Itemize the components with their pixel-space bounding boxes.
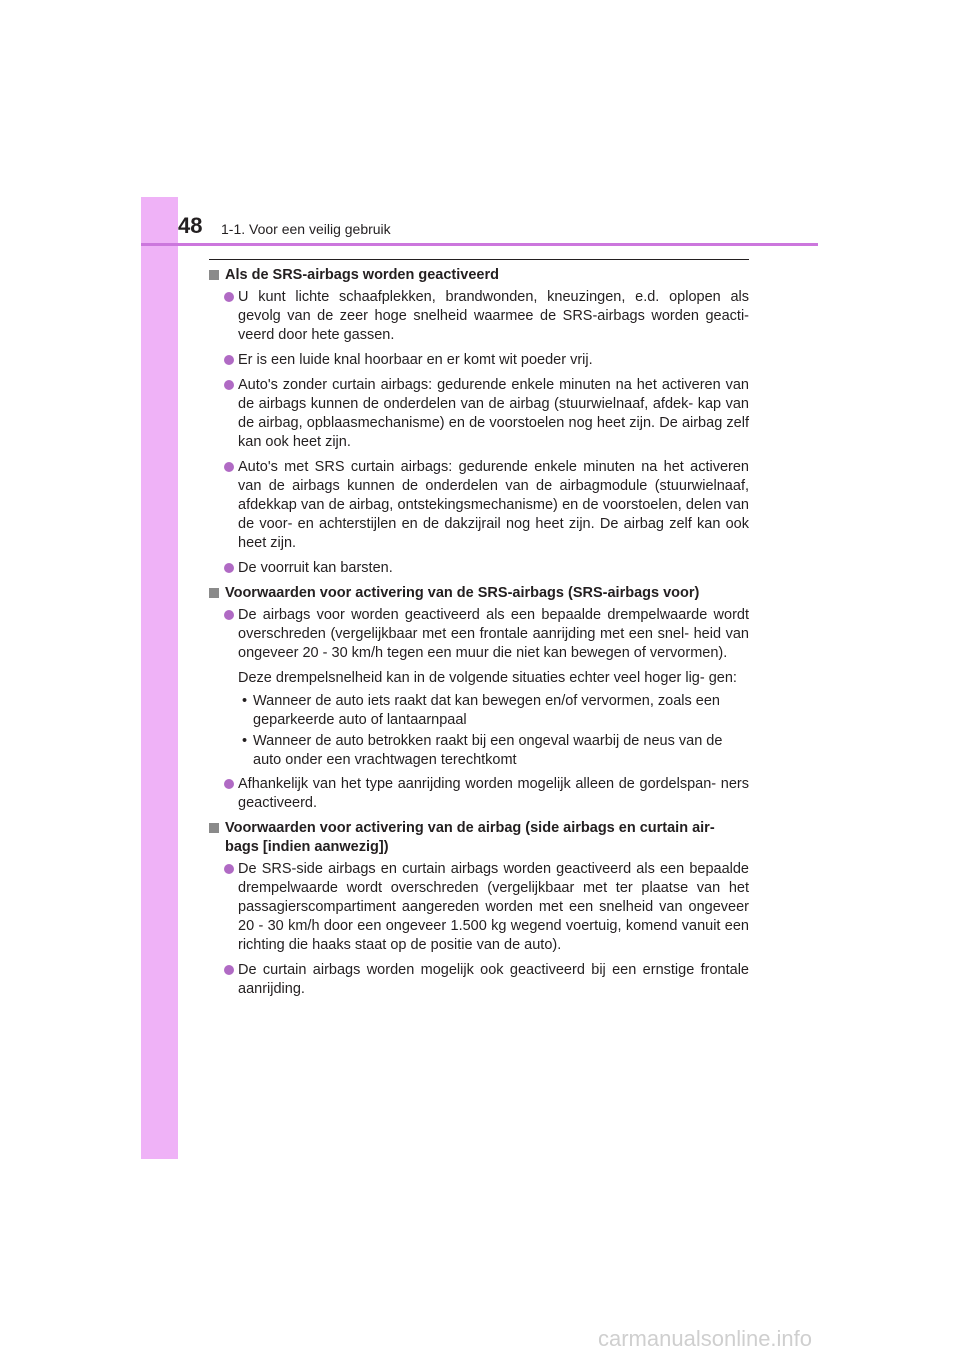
list-item (209, 458, 749, 553)
content-divider (209, 259, 749, 260)
sub-list-item-text: Wanneer de auto betrokken raakt bij een ongeval waarbij de neus van de auto onder een vrachtwagen terechtkomt (253, 733, 723, 768)
list-item-text: De curtain airbags worden mogelijk ook geactiveerd bij een ernstige frontale aanrijding. (238, 962, 749, 997)
sub-bullet-marker: • (242, 693, 248, 709)
heading-text: Voorwaarden voor activering van de SRS-airbags (SRS-airbags voor) (225, 585, 700, 601)
dot-bullet-icon (224, 610, 234, 620)
list-item (209, 860, 749, 955)
list-item-text: Afhankelijk van het type aanrijding worden mogelijk alleen de gordelspan- ners geactiveerd. (238, 776, 749, 811)
list-item-text: De SRS-side airbags en curtain airbags worden geactiveerd als een bepaalde drempelwaarde wordt overschreden (vergelijkbaar met ter plaatse van het passagierscompartiment aangereden worden met een snelheid van ongeveer 20 - 30 km/h door een ongeveer 1.500 kg wegend voertuig, komend vanuit een richting die haaks staat op de positie van de auto). (238, 861, 749, 953)
dot-bullet-icon (224, 965, 234, 975)
list-item-text: De airbags voor worden geactiveerd als een bepaalde drempelwaarde wordt overschreden (vergelijkbaar met een frontale aanrijding met een snel- heid van ongeveer 20 - 30 km/h tegen een muur die niet kan bewegen of vervormen). (238, 607, 749, 661)
watermark: carmanualsonline.info (598, 1326, 813, 1351)
square-bullet-icon (209, 823, 219, 833)
list-item (209, 376, 749, 452)
sub-list-item-text: Wanneer de auto iets raakt dat kan bewegen en/of vervormen, zoals een geparkeerde auto of lantaarnpaal (253, 693, 720, 728)
heading-text: Voorwaarden voor activering van de airbag (side airbags en curtain air- bags [indien aanwezig]) (225, 820, 715, 855)
section-title: 1-1. Voor een veilig gebruik (221, 221, 391, 237)
sub-list-item (209, 692, 749, 730)
list-item-text: Auto's met SRS curtain airbags: gedurende enkele minuten na het activeren van de airbags kunnen de onderdelen van de airbagmodule (stuurwielnaaf, afdekkap van de airbag, ontstekingsmechanisme) en de voorstoelen, delen van de voor- en achterstijlen en de dakzijrail nog heet zijn. De airbag zelf kan ook heet zijn. (238, 459, 749, 551)
list-item-text: De voorruit kan barsten. (238, 560, 393, 576)
section-heading (209, 584, 749, 603)
list-item (209, 559, 749, 578)
dot-bullet-icon (224, 355, 234, 365)
dot-bullet-icon (224, 563, 234, 573)
sub-list-item (209, 732, 749, 770)
dot-bullet-icon (224, 864, 234, 874)
dot-bullet-icon (224, 292, 234, 302)
dot-bullet-icon (224, 380, 234, 390)
square-bullet-icon (209, 588, 219, 598)
list-item (209, 288, 749, 345)
section-heading (209, 266, 749, 285)
section-heading (209, 819, 749, 857)
header-rule (141, 243, 818, 246)
paragraph: Deze drempelsnelheid kan in de volgende situaties echter veel hoger lig- gen: (238, 670, 737, 686)
sub-bullet-marker: • (242, 733, 248, 749)
page-number: 48 (178, 213, 203, 238)
dot-bullet-icon (224, 779, 234, 789)
dot-bullet-icon (224, 462, 234, 472)
square-bullet-icon (209, 270, 219, 280)
list-item-text: Er is een luide knal hoorbaar en er komt wit poeder vrij. (238, 352, 593, 368)
list-item-text: U kunt lichte schaafplekken, brandwonden, kneuzingen, e.d. oplopen als gevolg van de zeer hoge snelheid waarmee de SRS-airbags worden geacti- veerd door hete gassen. (238, 289, 749, 343)
page-content (209, 266, 749, 1005)
list-item (209, 775, 749, 813)
list-item-text: Auto's zonder curtain airbags: gedurende enkele minuten na het activeren van de airbags kunnen de onderdelen van de airbag (stuurwielnaaf, afdek- kap van de airbag, opblaasmechanisme) en de voorstoelen nog heet zijn. De airbag zelf kan ook heet zijn. (238, 377, 749, 450)
list-item (209, 351, 749, 370)
chapter-side-band (141, 197, 178, 1159)
list-item (209, 961, 749, 999)
heading-text: Als de SRS-airbags worden geactiveerd (225, 267, 499, 283)
list-item (209, 606, 749, 663)
